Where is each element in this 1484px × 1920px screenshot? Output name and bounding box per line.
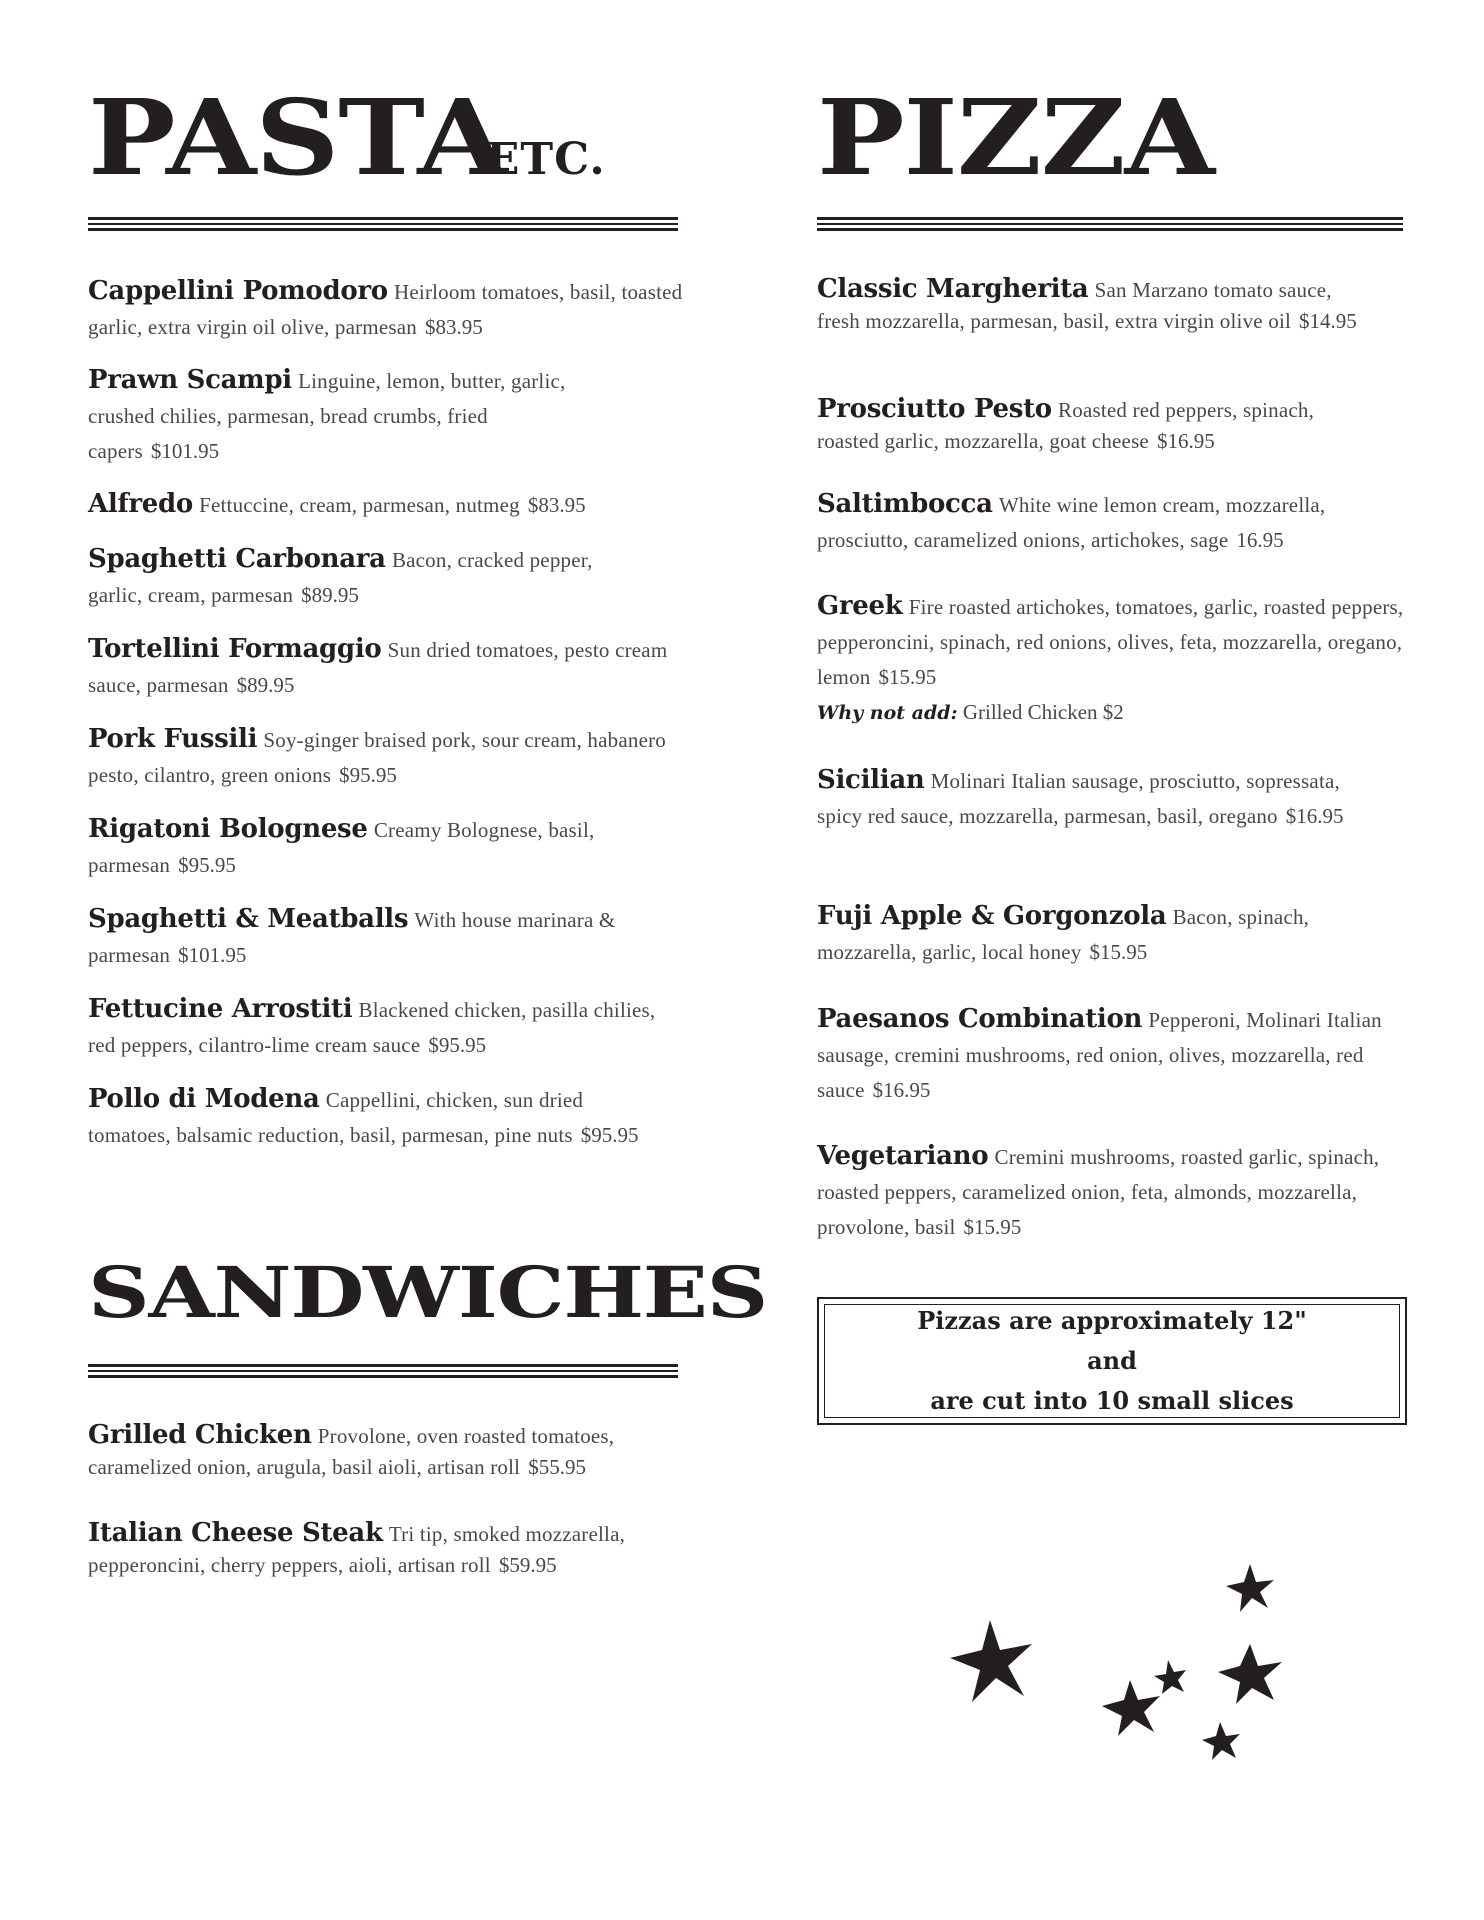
item-name: Cappellini Pomodoro (88, 276, 388, 306)
addon-label: Why not add: (817, 702, 958, 724)
item-desc: White wine lemon cream, mozzarella, prosciutto, caramelized onions, artichokes, sage (817, 493, 1326, 552)
star-icon (1202, 1722, 1240, 1760)
pizza-divider (817, 217, 1403, 231)
item-price: $83.95 (424, 315, 483, 339)
item-desc: Blackened chicken, pasilla chilies, red peppers, cilantro-lime cream sauce (88, 998, 656, 1057)
star-icon (1102, 1680, 1160, 1736)
star-icon (1218, 1644, 1282, 1704)
item-desc: Pepperoni, Molinari Italian sausage, cremini mushrooms, red onion, olives, mozzarella, red sauce (817, 1008, 1382, 1102)
menu-item (88, 902, 668, 973)
menu-item (88, 812, 648, 883)
menu-item (817, 1002, 1397, 1108)
item-desc: Heirloom tomatoes, basil, toasted garlic, extra virgin oil olive, parmesan (88, 280, 683, 339)
menu-item (817, 1139, 1387, 1245)
item-price: 16.95 (1236, 528, 1284, 552)
pasta-heading (88, 76, 606, 199)
menu-item (88, 363, 608, 469)
star-icon (1226, 1564, 1274, 1612)
item-name: Paesanos Combination (817, 1004, 1143, 1034)
item-desc: Linguine, lemon, butter, garlic, crushed chilies, parmesan, bread crumbs, fried capers (88, 369, 566, 463)
pasta-divider (88, 217, 678, 231)
item-desc: Bacon, spinach, mozzarella, garlic, local honey (817, 905, 1310, 964)
item-desc: Provolone, oven roasted tomatoes, caramelized onion, arugula, basil aioli, artisan roll (88, 1424, 615, 1479)
item-name: Fuji Apple & Gorgonzola (817, 901, 1167, 931)
item-desc: Molinari Italian sausage, prosciutto, sopressata, spicy red sauce, mozzarella, parmesan, basil, oregano (817, 769, 1340, 828)
item-price: $55.95 (528, 1455, 586, 1479)
menu-item (817, 394, 1377, 457)
item-price: $101.95 (178, 943, 247, 967)
item-desc: San Marzano tomato sauce, fresh mozzarella, parmesan, basil, extra virgin olive oil (817, 278, 1332, 333)
item-price: $14.95 (1299, 309, 1357, 333)
menu-item (88, 1518, 678, 1581)
item-name: Pollo di Modena (88, 1084, 320, 1114)
item-name: Alfredo (88, 489, 193, 519)
item-desc: Cremini mushrooms, roasted garlic, spinach, roasted peppers, caramelized onion, feta, almonds, mozzarella, provolone, basil (817, 1145, 1380, 1239)
item-desc: Cappellini, chicken, sun dried tomatoes, balsamic reduction, basil, parmesan, pine nuts (88, 1088, 584, 1147)
item-desc: Bacon, cracked pepper, garlic, cream, parmesan (88, 548, 593, 607)
item-price: $95.95 (339, 763, 397, 787)
menu-item (88, 722, 668, 793)
item-desc: Fettuccine, cream, parmesan, nutmeg (199, 493, 520, 517)
item-price: $15.95 (963, 1215, 1022, 1239)
pasta-title: PASTA (88, 76, 507, 199)
pizza-note-inner (824, 1304, 1400, 1418)
item-desc: With house marinara & parmesan (88, 908, 616, 967)
item-price: $16.95 (1285, 804, 1344, 828)
item-desc: Roasted red peppers, spinach, roasted garlic, mozzarella, goat cheese (817, 398, 1315, 453)
item-name: Prawn Scampi (88, 365, 292, 395)
pizza-note-text (897, 1301, 1327, 1421)
item-name: Prosciutto Pesto (817, 394, 1052, 424)
item-price: $95.95 (580, 1123, 639, 1147)
sandwiches-heading (88, 1251, 768, 1334)
item-name: Fettucine Arrostiti (88, 994, 353, 1024)
item-name: Spaghetti Carbonara (88, 544, 386, 574)
pasta-subtitle: ETC. (485, 134, 606, 185)
menu-item (88, 992, 668, 1063)
menu-item (817, 589, 1407, 695)
item-name: Classic Margherita (817, 274, 1089, 304)
pizza-heading (817, 76, 1214, 199)
menu-item (817, 763, 1377, 834)
item-price: $16.95 (872, 1078, 931, 1102)
menu-item (817, 487, 1407, 558)
item-name: Italian Cheese Steak (88, 1518, 383, 1548)
item-price: $89.95 (236, 673, 295, 697)
item-price: $59.95 (498, 1553, 557, 1577)
star-icon (1154, 1660, 1186, 1694)
item-price: $95.95 (178, 853, 236, 877)
menu-item (88, 632, 668, 703)
sandwiches-divider (88, 1364, 678, 1378)
item-price: $101.95 (150, 439, 220, 463)
item-name: Pork Fussili (88, 724, 258, 754)
addon-line (817, 700, 1124, 725)
item-price: $95.95 (428, 1033, 487, 1057)
item-name: Greek (817, 591, 903, 621)
menu-item (88, 487, 688, 523)
menu-item (88, 1082, 648, 1153)
menu-item (88, 542, 648, 613)
item-price: $15.95 (878, 665, 937, 689)
item-desc: Creamy Bolognese, basil, parmesan (88, 818, 595, 877)
item-name: Vegetariano (817, 1141, 989, 1171)
item-price: $15.95 (1089, 940, 1148, 964)
item-price: $16.95 (1156, 429, 1215, 453)
menu-item (817, 899, 1377, 970)
star-icon (950, 1620, 1032, 1702)
item-name: Tortellini Formaggio (88, 634, 382, 664)
item-desc: Soy-ginger braised pork, sour cream, habanero pesto, cilantro, green onions (88, 728, 666, 787)
addon-text: Grilled Chicken $2 (962, 700, 1124, 724)
item-name: Grilled Chicken (88, 1420, 312, 1450)
item-name: Sicilian (817, 765, 925, 795)
menu-item (88, 1420, 698, 1483)
item-price: $83.95 (527, 493, 586, 517)
item-desc: Tri tip, smoked mozzarella, pepperoncini, cherry peppers, aioli, artisan roll (88, 1522, 626, 1577)
sandwiches-title: SANDWICHES (88, 1251, 768, 1334)
pizza-title: PIZZA (817, 76, 1214, 199)
item-desc: Sun dried tomatoes, pesto cream sauce, parmesan (88, 638, 668, 697)
menu-item (88, 274, 688, 345)
item-name: Saltimbocca (817, 489, 993, 519)
decorative-stars (900, 1540, 1340, 1780)
item-name: Rigatoni Bolognese (88, 814, 368, 844)
pizza-note-line2: are cut into 10 small slices (930, 1386, 1294, 1415)
item-name: Spaghetti & Meatballs (88, 904, 409, 934)
menu-item (817, 274, 1377, 337)
pizza-note-line1: Pizzas are approximately 12" and (917, 1306, 1307, 1375)
item-price: $89.95 (301, 583, 359, 607)
item-desc: Fire roasted artichokes, tomatoes, garlic, roasted peppers, pepperoncini, spinach, red onions, olives, feta, mozzarella, oregano, lemon (817, 595, 1404, 689)
pizza-note-box (817, 1297, 1407, 1425)
